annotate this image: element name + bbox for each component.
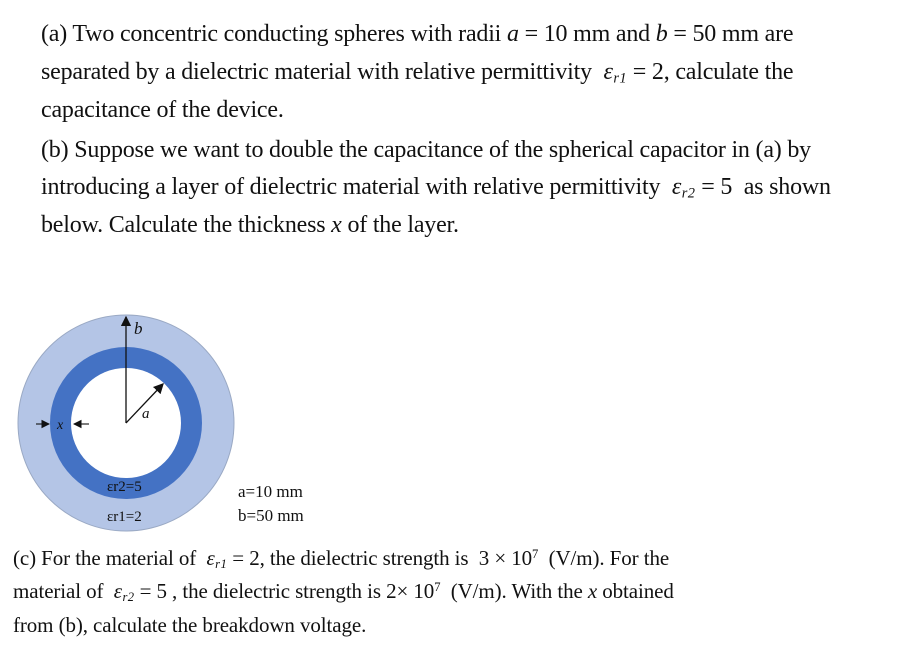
part-b-line-2: introducing a layer of dielectric material with relative permittivity $\varepsilon_{r2} = 5$ as shown: [41, 174, 831, 202]
part-c-line-3: from (b), calculate the breakdown voltage.: [13, 613, 367, 637]
label-eps-r2: εr2=5: [107, 479, 142, 495]
label-a: a: [142, 406, 150, 422]
param-b: b=50 mm: [238, 506, 304, 525]
label-x: x: [57, 418, 64, 433]
part-b-line-3: below. Calculate the thickness x of the layer.: [41, 212, 459, 238]
spherical-capacitor-diagram: [0, 290, 250, 540]
part-c-line-1: (c) For the material of $\varepsilon_{r1} = 2$, the dielectric strength is $3 \times 10^7$ (V/m). For the: [13, 546, 670, 572]
param-a: a=10 mm: [238, 482, 303, 501]
part-b-line-1: (b) Suppose we want to double the capacitance of the spherical capacitor in (a) by: [41, 137, 811, 163]
label-eps-r1: εr1=2: [107, 509, 142, 525]
part-a-line-3: capacitance of the device.: [41, 97, 284, 123]
part-a-line-1: (a) Two concentric conducting spheres with radii a = 10 mm and b = 50 mm are: [41, 21, 794, 47]
part-c-line-2: material of $\varepsilon_{r2} = 5$ , the dielectric strength is $2\times 10^7$ (V/m). With the x obtained: [13, 579, 674, 605]
label-b: b: [134, 319, 143, 338]
part-a-line-2: separated by a dielectric material with relative permittivity $\varepsilon_{r1} = 2$, calculate the: [41, 59, 794, 87]
